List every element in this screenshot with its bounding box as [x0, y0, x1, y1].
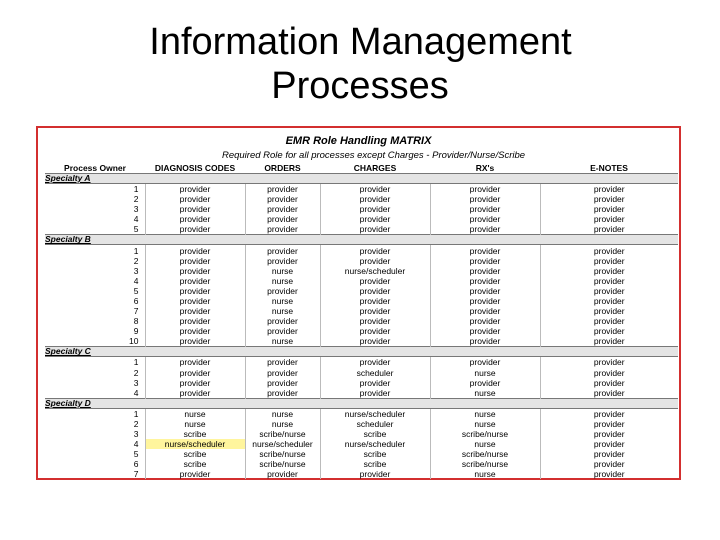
role-cell: provider	[320, 214, 430, 224]
row-number-cell: 1	[133, 184, 139, 195]
role-cell: scribe/nurse	[245, 459, 320, 469]
role-cell: provider	[430, 336, 540, 347]
role-cell: provider	[145, 378, 245, 388]
role-cell: scribe/nurse	[430, 429, 540, 439]
header-e-notes: E-NOTES	[590, 162, 628, 173]
role-cell: scribe	[320, 449, 430, 459]
row-number-cell: 5	[133, 224, 139, 235]
role-cell: scribe	[320, 429, 430, 439]
section-header-row	[45, 398, 678, 408]
role-cell: provider	[540, 184, 678, 195]
role-cell: provider	[145, 296, 245, 306]
table-row	[45, 469, 678, 479]
role-cell: provider	[320, 306, 430, 316]
section-label: Specialty B	[45, 235, 678, 245]
role-cell: provider	[540, 306, 678, 316]
role-cell: provider	[430, 316, 540, 326]
role-cell: nurse	[245, 419, 320, 429]
role-matrix-table	[45, 162, 678, 479]
table-row	[45, 459, 678, 469]
role-cell: scribe/nurse	[430, 449, 540, 459]
role-cell: provider	[430, 214, 540, 224]
role-cell: scribe/nurse	[245, 449, 320, 459]
role-cell: provider	[540, 245, 678, 256]
role-cell: provider	[430, 266, 540, 276]
role-cell: provider	[320, 184, 430, 195]
table-row	[45, 184, 678, 195]
role-cell: provider	[145, 336, 245, 347]
role-cell: provider	[430, 357, 540, 368]
role-cell: provider	[245, 286, 320, 296]
role-cell: nurse	[245, 296, 320, 306]
role-cell: provider	[540, 276, 678, 286]
role-cell: provider	[540, 459, 678, 469]
role-cell: provider	[145, 184, 245, 195]
role-cell: provider	[540, 336, 678, 347]
role-cell: provider	[145, 214, 245, 224]
role-cell: nurse	[245, 266, 320, 276]
role-cell: provider	[245, 194, 320, 204]
role-cell: provider	[245, 245, 320, 256]
row-number-cell: 3	[133, 204, 139, 215]
role-cell: provider	[145, 388, 245, 399]
role-cell: provider	[430, 256, 540, 266]
table-row	[45, 336, 678, 347]
role-cell: provider	[540, 296, 678, 306]
table-row	[45, 256, 678, 266]
role-cell: provider	[145, 194, 245, 204]
role-cell: provider	[245, 214, 320, 224]
row-number-cell: 4	[133, 439, 139, 450]
row-number-cell: 5	[133, 285, 139, 296]
slide-title-line-2: Processes	[271, 65, 449, 107]
header-diagnosis-codes: DIAGNOSIS CODES	[154, 162, 236, 173]
row-number-cell: 1	[133, 357, 139, 368]
role-cell: nurse	[430, 368, 540, 378]
row-number-cell: 3	[133, 429, 139, 440]
role-cell: provider	[430, 306, 540, 316]
role-cell: nurse	[430, 388, 540, 399]
role-cell: nurse/scheduler	[245, 439, 320, 449]
row-number-cell: 2	[133, 418, 139, 429]
role-cell: provider	[540, 357, 678, 368]
table-row	[45, 388, 678, 399]
role-cell: nurse/scheduler	[320, 266, 430, 276]
table-row	[45, 326, 678, 336]
role-cell: nurse	[430, 469, 540, 479]
slide-title	[0, 20, 720, 108]
role-cell: provider	[540, 286, 678, 296]
role-cell: scribe/nurse	[430, 459, 540, 469]
role-cell: scribe	[320, 459, 430, 469]
role-cell: provider	[540, 449, 678, 459]
role-cell: provider	[430, 245, 540, 256]
role-cell: provider	[320, 286, 430, 296]
role-cell: provider	[145, 326, 245, 336]
role-cell: provider	[320, 336, 430, 347]
table-row	[45, 204, 678, 214]
row-number-cell: 6	[133, 295, 139, 306]
section-label: Specialty C	[45, 347, 678, 357]
row-number-cell: 5	[133, 449, 139, 460]
role-cell: nurse/scheduler	[145, 439, 245, 449]
row-number-cell: 9	[133, 326, 139, 337]
table-row	[45, 214, 678, 224]
matrix-header-row	[45, 162, 678, 174]
row-number-cell: 7	[133, 306, 139, 317]
role-cell: nurse/scheduler	[320, 408, 430, 419]
role-cell: nurse	[145, 408, 245, 419]
role-cell: provider	[540, 388, 678, 399]
table-row	[45, 266, 678, 276]
role-cell: provider	[540, 204, 678, 214]
role-cell: provider	[245, 378, 320, 388]
role-cell: nurse	[430, 419, 540, 429]
role-cell: scribe	[145, 459, 245, 469]
role-cell: nurse/scheduler	[320, 439, 430, 449]
role-cell: provider	[540, 266, 678, 276]
section-header-row	[45, 174, 678, 184]
section-label: Specialty D	[45, 398, 678, 408]
role-cell: provider	[320, 326, 430, 336]
row-number-cell: 10	[129, 336, 139, 347]
table-row	[45, 296, 678, 306]
role-cell: provider	[320, 378, 430, 388]
role-cell: provider	[320, 357, 430, 368]
role-cell: provider	[430, 286, 540, 296]
row-number-cell: 2	[133, 194, 139, 205]
table-row	[45, 286, 678, 296]
role-cell: provider	[430, 276, 540, 286]
role-cell: provider	[320, 194, 430, 204]
matrix-body	[45, 174, 678, 480]
role-cell: provider	[245, 326, 320, 336]
header-process-owner: Process Owner	[64, 162, 126, 173]
section-header-row	[45, 235, 678, 245]
role-cell: provider	[540, 419, 678, 429]
row-number-cell: 1	[133, 408, 139, 419]
slide-title-line-1: Information Management	[149, 21, 572, 63]
role-cell: provider	[320, 204, 430, 214]
matrix-title: EMR Role Handling MATRIX	[285, 135, 432, 147]
role-cell: provider	[245, 204, 320, 214]
matrix-subtitle: Required Role for all processes except Charges - Provider/Nurse/Scribe	[221, 150, 526, 161]
table-row	[45, 306, 678, 316]
role-cell: provider	[540, 378, 678, 388]
table-row	[45, 194, 678, 204]
role-cell: provider	[245, 316, 320, 326]
role-cell: provider	[320, 469, 430, 479]
role-cell: nurse	[245, 336, 320, 347]
table-row	[45, 368, 678, 378]
role-cell: scheduler	[320, 419, 430, 429]
row-number-cell: 7	[133, 469, 139, 480]
role-cell: provider	[430, 326, 540, 336]
role-cell: provider	[145, 245, 245, 256]
role-cell: provider	[145, 286, 245, 296]
role-cell: provider	[145, 204, 245, 214]
row-number-cell: 1	[133, 245, 139, 256]
role-cell: provider	[320, 256, 430, 266]
role-cell: nurse	[245, 408, 320, 419]
table-row	[45, 439, 678, 449]
role-cell: provider	[145, 316, 245, 326]
row-number-cell: 2	[133, 255, 139, 266]
role-cell: provider	[430, 224, 540, 235]
role-cell: provider	[245, 357, 320, 368]
role-cell: scribe/nurse	[245, 429, 320, 439]
role-cell: provider	[145, 256, 245, 266]
role-cell: provider	[540, 469, 678, 479]
role-cell: nurse	[430, 439, 540, 449]
table-row	[45, 224, 678, 235]
role-cell: provider	[540, 326, 678, 336]
row-number-cell: 8	[133, 316, 139, 327]
table-row	[45, 429, 678, 439]
role-cell: provider	[540, 408, 678, 419]
role-cell: nurse	[245, 306, 320, 316]
role-cell: provider	[430, 204, 540, 214]
role-cell: provider	[540, 316, 678, 326]
row-number-cell: 4	[133, 214, 139, 225]
role-cell: provider	[540, 439, 678, 449]
role-cell: provider	[145, 224, 245, 235]
role-cell: provider	[245, 184, 320, 195]
header-rxs: RX's	[475, 162, 495, 173]
role-cell: provider	[145, 357, 245, 368]
role-cell: provider	[245, 256, 320, 266]
role-cell: provider	[430, 194, 540, 204]
role-cell: provider	[145, 276, 245, 286]
role-cell: provider	[540, 368, 678, 378]
role-cell: provider	[145, 368, 245, 378]
row-number-cell: 3	[133, 265, 139, 276]
role-cell: provider	[145, 266, 245, 276]
table-row	[45, 316, 678, 326]
role-cell: provider	[540, 224, 678, 235]
role-cell: nurse	[145, 419, 245, 429]
role-cell: scheduler	[320, 368, 430, 378]
role-cell: scribe	[145, 429, 245, 439]
table-row	[45, 449, 678, 459]
role-cell: provider	[320, 245, 430, 256]
role-cell: provider	[320, 316, 430, 326]
role-cell: provider	[540, 194, 678, 204]
role-cell: provider	[540, 256, 678, 266]
section-header-row	[45, 347, 678, 357]
role-cell: provider	[245, 388, 320, 399]
row-number-cell: 3	[133, 377, 139, 388]
role-cell: provider	[540, 429, 678, 439]
table-row	[45, 408, 678, 419]
table-row	[45, 378, 678, 388]
role-matrix-panel	[36, 126, 681, 480]
header-orders: ORDERS	[264, 162, 301, 173]
role-cell: provider	[320, 296, 430, 306]
row-number-cell: 4	[133, 275, 139, 286]
table-row	[45, 419, 678, 429]
role-cell: provider	[320, 388, 430, 399]
role-cell: nurse	[430, 408, 540, 419]
section-label: Specialty A	[45, 174, 678, 184]
role-cell: provider	[145, 306, 245, 316]
table-row	[45, 245, 678, 256]
role-cell: provider	[245, 224, 320, 235]
role-cell: provider	[145, 469, 245, 479]
row-number-cell: 2	[133, 367, 139, 378]
role-cell: provider	[430, 378, 540, 388]
table-row	[45, 357, 678, 368]
role-cell: provider	[430, 184, 540, 195]
table-row	[45, 276, 678, 286]
role-cell: provider	[245, 368, 320, 378]
role-cell: provider	[320, 224, 430, 235]
role-cell: provider	[540, 214, 678, 224]
role-cell: provider	[245, 469, 320, 479]
row-number-cell: 6	[133, 459, 139, 470]
role-cell: nurse	[245, 276, 320, 286]
role-cell: provider	[430, 296, 540, 306]
role-cell: scribe	[145, 449, 245, 459]
header-charges: CHARGES	[353, 162, 397, 173]
row-number-cell: 4	[133, 387, 139, 398]
role-cell: provider	[320, 276, 430, 286]
